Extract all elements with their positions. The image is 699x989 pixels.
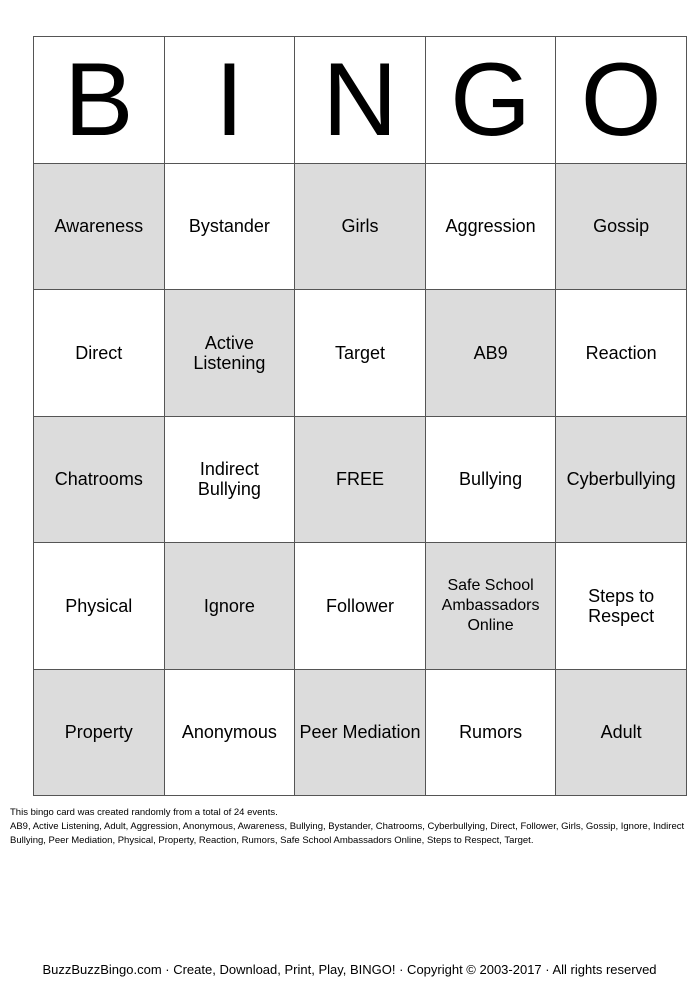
bingo-cell: Property	[34, 669, 165, 796]
bingo-cell: Anonymous	[164, 669, 295, 796]
bingo-cell: Target	[295, 290, 426, 417]
note-summary: This bingo card was created randomly from a total of 24 events.	[10, 807, 278, 818]
bingo-cell: Aggression	[425, 163, 556, 290]
header-letter-b: B	[34, 37, 165, 164]
bingo-cell: Bullying	[425, 416, 556, 543]
note-events-list: AB9, Active Listening, Adult, Aggression, Anonymous, Awareness, Bullying, Bystander, Chatrooms, Cyberbullying, Direct, Follower, Girls, Gossip, Ignore, Indirect Bullying, Peer Mediation, Physical, Property, Reaction, Rumors, Safe School Ambassadors Online, Steps to Respect, Target.	[10, 821, 685, 846]
header-row	[34, 37, 687, 164]
footer-copyright: BuzzBuzzBingo.com · Create, Download, Print, Play, BINGO! · Copyright © 2003-2017 · All rights reserved	[42, 962, 657, 977]
bingo-card	[33, 36, 687, 796]
bingo-cell: Active Listening	[164, 290, 295, 417]
bingo-cell: Chatrooms	[34, 416, 165, 543]
bingo-cell: Cyberbullying	[556, 416, 687, 543]
header-letter-i: I	[164, 37, 295, 164]
bingo-cell: Physical	[34, 543, 165, 670]
card-row	[34, 163, 687, 290]
bingo-cell: Rumors	[425, 669, 556, 796]
header-letter-g: G	[425, 37, 556, 164]
bingo-cell: Indirect Bullying	[164, 416, 295, 543]
bingo-cell: Follower	[295, 543, 426, 670]
bingo-cell: Reaction	[556, 290, 687, 417]
bingo-cell: Direct	[34, 290, 165, 417]
header-letter-n: N	[295, 37, 426, 164]
bingo-cell: Safe School Ambassadors Online	[425, 543, 556, 670]
free-cell: FREE	[295, 416, 426, 543]
card-row	[34, 669, 687, 796]
bingo-cell: Bystander	[164, 163, 295, 290]
card-note	[10, 806, 690, 848]
card-row	[34, 416, 687, 543]
bingo-cell: Gossip	[556, 163, 687, 290]
bingo-cell: Steps to Respect	[556, 543, 687, 670]
bingo-cell: Ignore	[164, 543, 295, 670]
bingo-cell: Girls	[295, 163, 426, 290]
card-row	[34, 290, 687, 417]
bingo-cell: Adult	[556, 669, 687, 796]
bingo-cell: AB9	[425, 290, 556, 417]
header-letter-o: O	[556, 37, 687, 164]
card-row	[34, 543, 687, 670]
bingo-cell: Peer Mediation	[295, 669, 426, 796]
bingo-cell: Awareness	[34, 163, 165, 290]
